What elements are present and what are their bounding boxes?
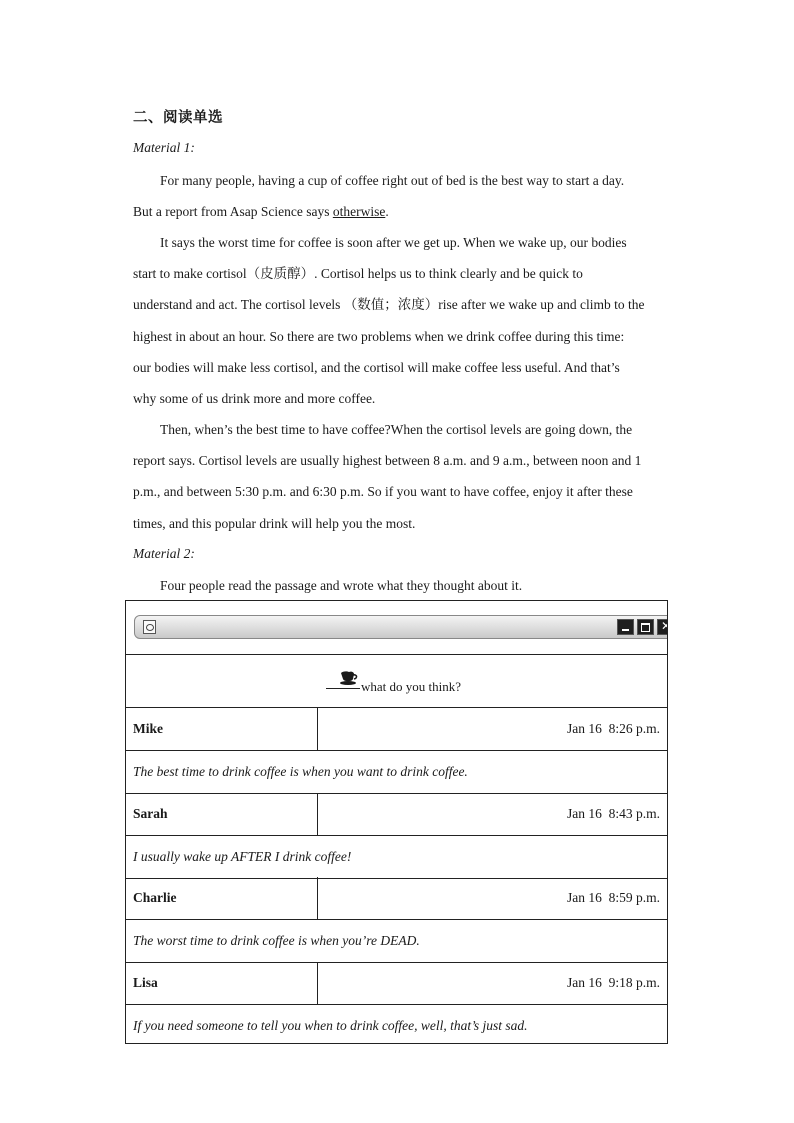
underlined-word: otherwise xyxy=(332,204,386,220)
material-1-paragraph-2 xyxy=(133,227,663,414)
maximize-icon[interactable] xyxy=(637,619,654,635)
material-2-intro xyxy=(133,570,663,601)
author-name: Sarah xyxy=(133,806,168,821)
forum-window xyxy=(125,600,668,1044)
post-header-row xyxy=(126,962,667,1005)
material-2-label: Material 2: xyxy=(133,546,195,561)
post-message: I usually wake up AFTER I drink coffee! xyxy=(133,849,352,864)
post-timestamp: Jan 16 8:43 p.m. xyxy=(567,806,660,821)
paragraph-line: For many people, having a cup of coffee right out of bed is the best way to start a day. xyxy=(160,173,625,188)
paragraph-line: highest in about an hour. So there are two problems when we drink coffee during this time: xyxy=(133,328,625,344)
paragraph-line: understand and act. The cortisol levels （数值；浓度）rise after we wake up and climb to the xyxy=(133,297,645,313)
author-cell xyxy=(126,877,318,919)
paragraph-line: our bodies will make less cortisol, and the cortisol will make coffee less useful. And that’s xyxy=(133,359,620,375)
material-1-paragraph-3 xyxy=(133,414,663,539)
post-message: The worst time to drink coffee is when you’re DEAD. xyxy=(133,933,420,948)
paragraph-line: But a report from Asap Science says otherwise. xyxy=(133,204,389,220)
paragraph-line: p.m., and between 5:30 p.m. and 6:30 p.m. So if you want to have coffee, enjoy it after these xyxy=(133,484,633,500)
post-timestamp: Jan 16 9:18 p.m. xyxy=(567,975,660,990)
paragraph-line: Then, when’s the best time to have coffee?When the cortisol levels are going down, the xyxy=(160,422,633,437)
paragraph-line: times, and this popular drink will help you the most. xyxy=(133,515,416,531)
paragraph-line: why some of us drink more and more coffee. xyxy=(133,391,376,407)
post-header-row xyxy=(126,877,667,920)
paragraph-line: report says. Cortisol levels are usually highest between 8 a.m. and 9 a.m., between noon and 1 xyxy=(133,453,642,469)
close-icon[interactable] xyxy=(657,619,667,635)
post-message-row xyxy=(126,920,667,963)
window-titlebar-row xyxy=(126,601,667,655)
forum-prompt: what do you think? xyxy=(326,679,461,695)
post-timestamp: Jan 16 8:59 p.m. xyxy=(567,890,660,905)
material-1-paragraph-1 xyxy=(133,165,663,227)
post-message-row xyxy=(126,751,667,794)
paragraph-line: Four people read the passage and wrote what they thought about it. xyxy=(160,578,523,593)
post-message-row xyxy=(126,1005,667,1047)
forum-prompt-row xyxy=(126,655,667,708)
author-cell xyxy=(126,708,318,750)
minimize-icon[interactable] xyxy=(617,619,634,635)
paragraph-line: It says the worst time for coffee is soon after we get up. When we wake up, our bodies xyxy=(160,235,627,250)
author-name: Lisa xyxy=(133,975,158,990)
author-name: Mike xyxy=(133,721,163,736)
window-titlebar xyxy=(134,615,667,639)
author-cell xyxy=(126,962,318,1004)
author-name: Charlie xyxy=(133,890,177,905)
section-title: 二、阅读单选 xyxy=(133,110,223,126)
post-message: The best time to drink coffee is when you want to drink coffee. xyxy=(133,764,468,779)
author-cell xyxy=(126,793,318,835)
post-timestamp: Jan 16 8:26 p.m. xyxy=(567,721,660,736)
paragraph-line: start to make cortisol（皮质醇）. Cortisol helps us to think clearly and be quick to xyxy=(133,266,583,282)
material-1-label: Material 1: xyxy=(133,140,195,155)
window-icon xyxy=(143,620,156,634)
answer-blank xyxy=(326,688,360,689)
post-message: If you need someone to tell you when to drink coffee, well, that’s just sad. xyxy=(133,1018,528,1033)
post-header-row xyxy=(126,793,667,836)
post-message-row xyxy=(126,836,667,879)
post-header-row xyxy=(126,708,667,751)
